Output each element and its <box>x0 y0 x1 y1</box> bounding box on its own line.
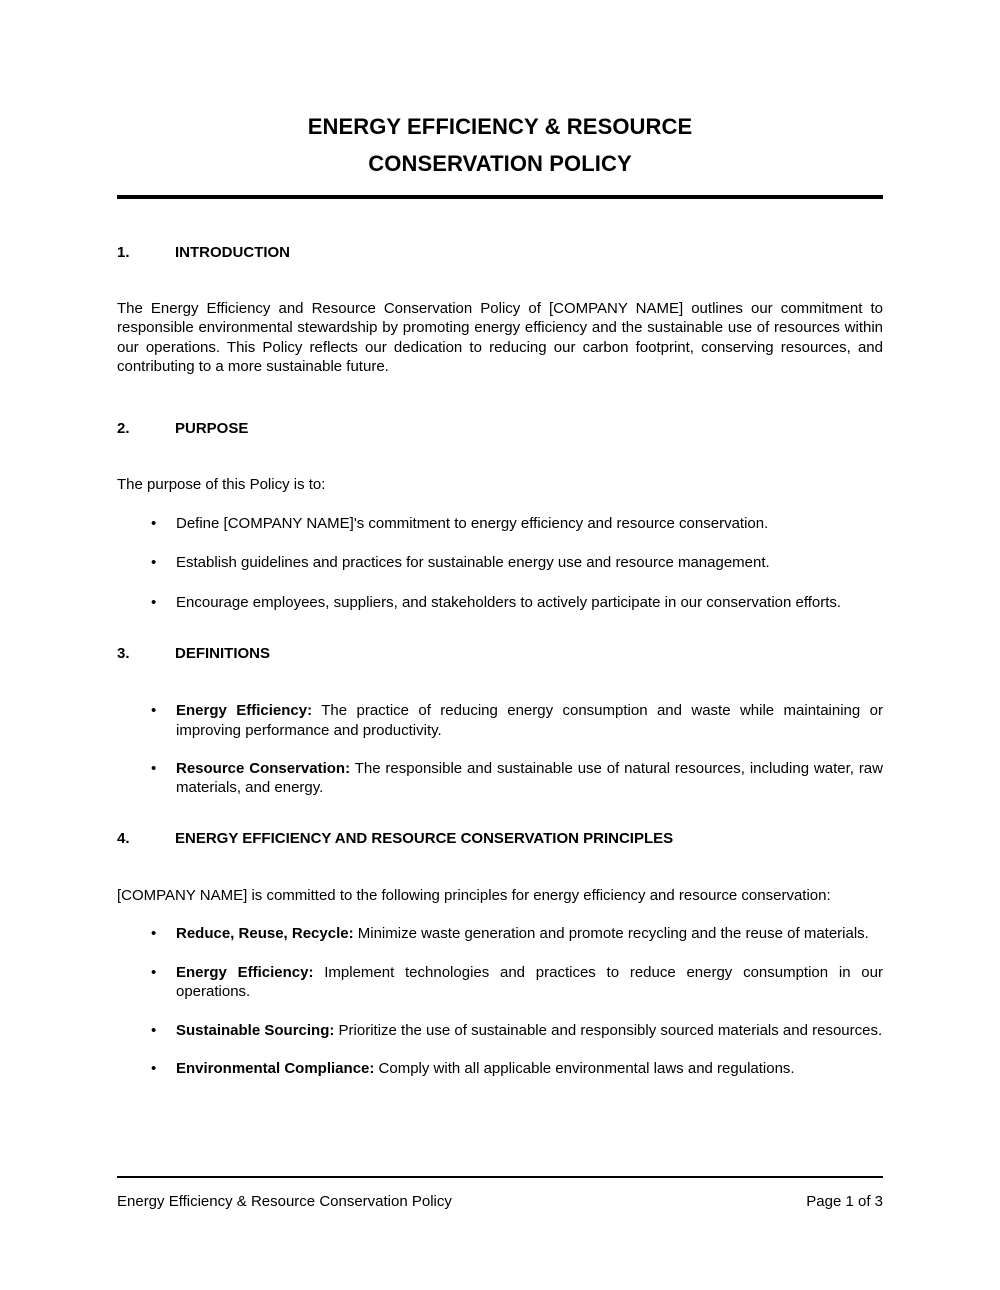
bullet-icon: • <box>151 1059 157 1077</box>
list-item <box>117 514 883 533</box>
section-label: DEFINITIONS <box>175 645 271 663</box>
list-item <box>117 963 883 1002</box>
list-item-text: Define [COMPANY NAME]'s commitment to energy efficiency and resource conservation. <box>176 515 769 533</box>
list-item-lead: Sustainable Sourcing: <box>176 1021 335 1039</box>
list-item-text: Encourage employees, suppliers, and stakeholders to actively participate in our conservation efforts. <box>176 593 842 611</box>
list-item <box>117 553 883 572</box>
section-heading-introduction <box>117 243 883 262</box>
list-item <box>117 759 883 798</box>
section-heading-principles <box>117 829 883 848</box>
list-item-lead: Energy Efficiency: <box>176 963 314 981</box>
section-heading-purpose <box>117 419 883 438</box>
section-label: PURPOSE <box>175 419 249 437</box>
bullet-icon: • <box>151 702 157 720</box>
document-title <box>117 0 883 182</box>
section-number: 4. <box>117 829 130 847</box>
bullet-icon: • <box>151 925 157 943</box>
document-title-line-2: CONSERVATION POLICY <box>368 151 632 176</box>
bullet-icon: • <box>151 760 157 778</box>
list-item-lead: Environmental Compliance: <box>176 1059 375 1077</box>
list-item-text: The practice of reducing energy consumption and waste while maintaining or improving performance and productivity. <box>176 702 883 739</box>
list-item-lead: Resource Conservation: <box>176 760 351 778</box>
list-item <box>117 1021 883 1040</box>
list-item-text: The responsible and sustainable use of natural resources, including water, raw materials, and energy. <box>176 760 883 797</box>
list-item-text: Establish guidelines and practices for sustainable energy use and resource management. <box>176 554 770 572</box>
section-number: 1. <box>117 244 130 261</box>
page-footer <box>117 1176 883 1211</box>
bullet-icon: • <box>151 515 157 533</box>
list-item-text: Minimize waste generation and promote recycling and the reuse of materials. <box>353 925 869 943</box>
footer-row <box>117 1178 883 1211</box>
bullet-icon: • <box>151 593 157 611</box>
section-number: 3. <box>117 645 130 663</box>
document-title-line-1: ENERGY EFFICIENCY & RESOURCE <box>307 114 693 139</box>
section-paragraph-purpose: The purpose of this Policy is to: <box>117 475 326 493</box>
document-body <box>117 0 883 1078</box>
list-item-text: Prioritize the use of sustainable and responsibly sourced materials and resources. <box>334 1021 883 1039</box>
footer-document-title: Energy Efficiency & Resource Conservation Policy <box>117 1193 452 1210</box>
footer-page-number: Page 1 of 3 <box>806 1193 883 1210</box>
bullet-icon: • <box>151 963 157 981</box>
section-heading-definitions <box>117 644 883 663</box>
bullet-list-purpose <box>117 514 883 612</box>
list-item <box>117 701 883 740</box>
section-paragraph-introduction: The Energy Efficiency and Resource Conservation Policy of [COMPANY NAME] outlines our commitment to responsible environmental stewardship by promoting energy efficiency and the sustainable use of resources within our operations. This Policy reflects our dedication to reducing our carbon footprint, conserving resources, and contributing to a more sustainable future. <box>117 300 883 376</box>
bullet-list-definitions <box>117 701 883 798</box>
list-item-text: Implement technologies and practices to reduce energy consumption in our operations. <box>176 963 883 1001</box>
bullet-icon: • <box>151 1021 157 1039</box>
list-item <box>117 593 883 612</box>
list-item <box>117 924 883 943</box>
section-number: 2. <box>117 419 130 437</box>
section-paragraph-principles: [COMPANY NAME] is committed to the following principles for energy efficiency and resource conservation: <box>117 886 831 904</box>
section-label: ENERGY EFFICIENCY AND RESOURCE CONSERVATION PRINCIPLES <box>175 829 674 847</box>
bullet-icon: • <box>151 554 157 572</box>
section-label: INTRODUCTION <box>175 244 290 261</box>
list-item-lead: Energy Efficiency: <box>176 702 313 720</box>
list-item-lead: Reduce, Reuse, Recycle: <box>176 925 354 943</box>
bullet-list-principles <box>117 924 883 1078</box>
list-item <box>117 1059 883 1078</box>
list-item-text: Comply with all applicable environmental laws and regulations. <box>374 1059 795 1077</box>
